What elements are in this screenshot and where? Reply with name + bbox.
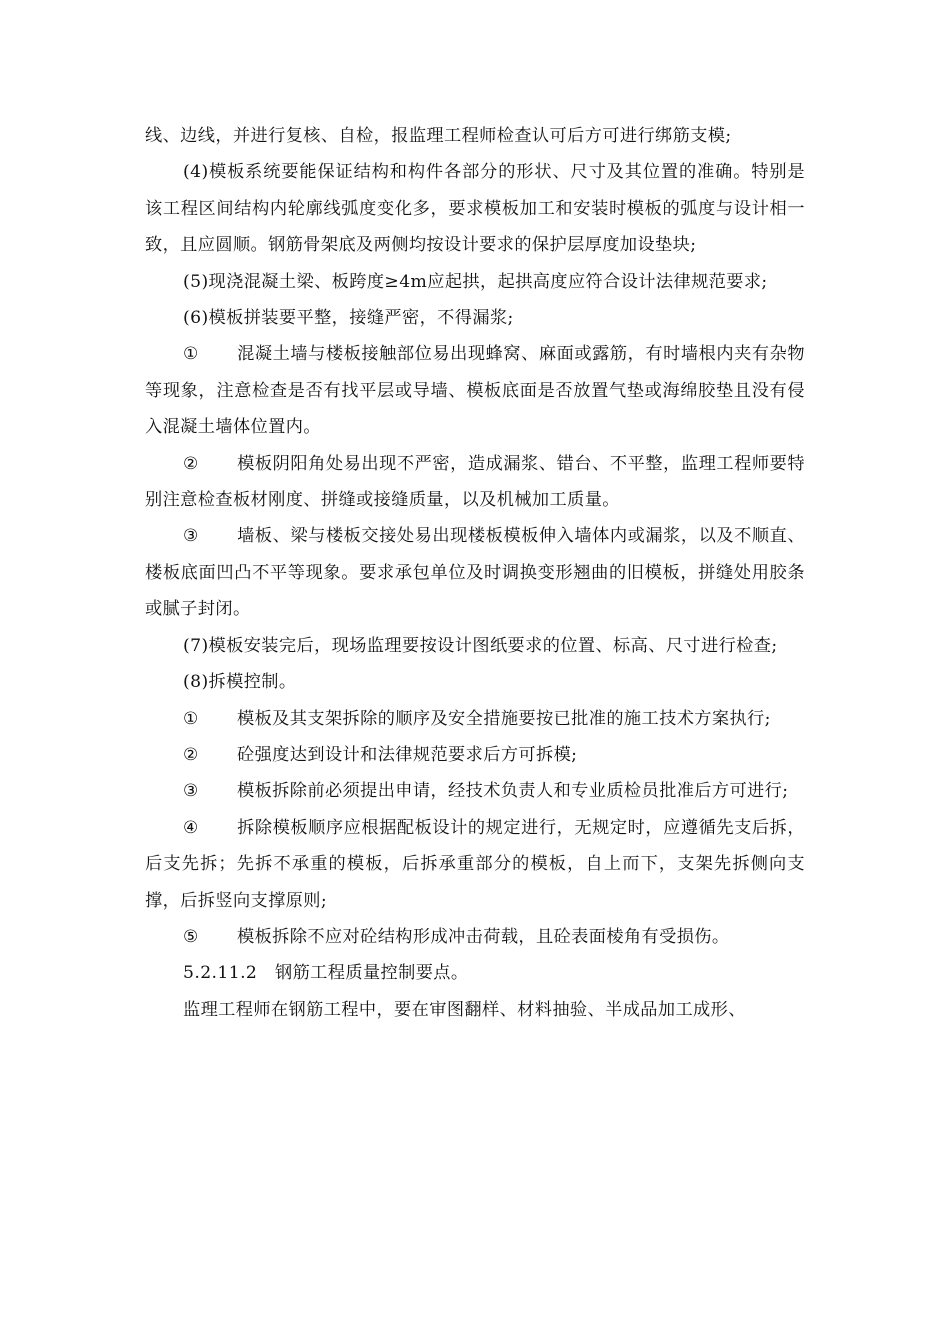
paragraph-text: 模板拆除前必须提出申请，经技术负责人和专业质检员批准后方可进行; — [237, 781, 789, 802]
paragraph-text: 拆除模板顺序应根据配板设计的规定进行，无规定时，应遵循先支后拆，后支先拆；先拆不承重的模板，后拆承重部分的模板，自上而下，支架先拆侧向支撑，后拆竖向支撑原则; — [145, 817, 805, 911]
list-marker: ⑤ — [183, 926, 199, 947]
paragraph-subitem-6-2 — [145, 446, 805, 519]
section-heading — [145, 955, 805, 991]
list-marker: ① — [183, 344, 199, 365]
list-marker: ③ — [183, 526, 199, 547]
list-marker: ② — [183, 744, 199, 765]
paragraph-item-4: (4)模板系统要能保证结构和构件各部分的形状、尺寸及其位置的准确。特别是该工程区间结构内轮廓线弧度变化多，要求模板加工和安装时模板的弧度与设计相一致，且应圆顺。钢筋骨架底及两侧均按设计要求的保护层厚度加设垫块; — [145, 162, 805, 256]
paragraph-body: 监理工程师在钢筋工程中，要在审图翻样、材料抽验、半成品加工成形、 — [183, 999, 746, 1020]
document-page — [145, 118, 805, 1028]
paragraph-item-5: (5)现浇混凝土梁、板跨度≥4m应起拱，起拱高度应符合设计法律规范要求; — [183, 271, 768, 292]
paragraph-subitem-8-2 — [145, 737, 805, 773]
section-number: 5.2.11.2 — [183, 963, 258, 984]
paragraph-item-6: (6)模板拼装要平整，接缝严密，不得漏浆; — [183, 308, 514, 329]
paragraph-item-8: (8)拆模控制。 — [183, 672, 297, 693]
paragraph-text: 模板及其支架拆除的顺序及安全措施要按已批准的施工技术方案执行; — [237, 708, 771, 729]
list-marker: ③ — [183, 781, 199, 802]
list-marker: ① — [183, 708, 199, 729]
section-title: 钢筋工程质量控制要点。 — [275, 963, 469, 984]
paragraph-subitem-8-3 — [145, 773, 805, 809]
paragraph-subitem-6-3 — [145, 518, 805, 627]
list-marker: ④ — [183, 817, 199, 838]
paragraph-text: 模板阴阳角处易出现不严密，造成漏浆、错台、不平整，监理工程师要特别注意检查板材刚度、拼缝或接缝质量，以及机械加工质量。 — [145, 453, 805, 511]
paragraph-text: 模板拆除不应对砼结构形成冲击荷载，且砼表面棱角有受损伤。 — [237, 926, 730, 947]
paragraph-item-7: (7)模板安装完后，现场监理要按设计图纸要求的位置、标高、尺寸进行检查; — [183, 635, 778, 656]
paragraph-text: 墙板、梁与楼板交接处易出现楼板模板伸入墙体内或漏浆，以及不顺直、楼板底面凹凸不平等现象。要求承包单位及时调换变形翘曲的旧模板，拼缝处用胶条或腻子封闭。 — [145, 526, 805, 620]
list-marker: ② — [183, 453, 199, 474]
paragraph-subitem-6-1 — [145, 336, 805, 445]
paragraph-subitem-8-1 — [145, 701, 805, 737]
paragraph-continuation: 线、边线，并进行复核、自检，报监理工程师检查认可后方可进行绑筋支模; — [145, 126, 732, 146]
paragraph-text: 砼强度达到设计和法律规范要求后方可拆模; — [237, 744, 578, 765]
paragraph-subitem-8-4 — [145, 810, 805, 919]
paragraph-subitem-8-5 — [145, 919, 805, 955]
paragraph-text: 混凝土墙与楼板接触部位易出现蜂窝、麻面或露筋，有时墙根内夹有杂物等现象，注意检查是否有找平层或导墙、模板底面是否放置气垫或海绵胶垫且没有侵入混凝土墙体位置内。 — [145, 344, 805, 438]
